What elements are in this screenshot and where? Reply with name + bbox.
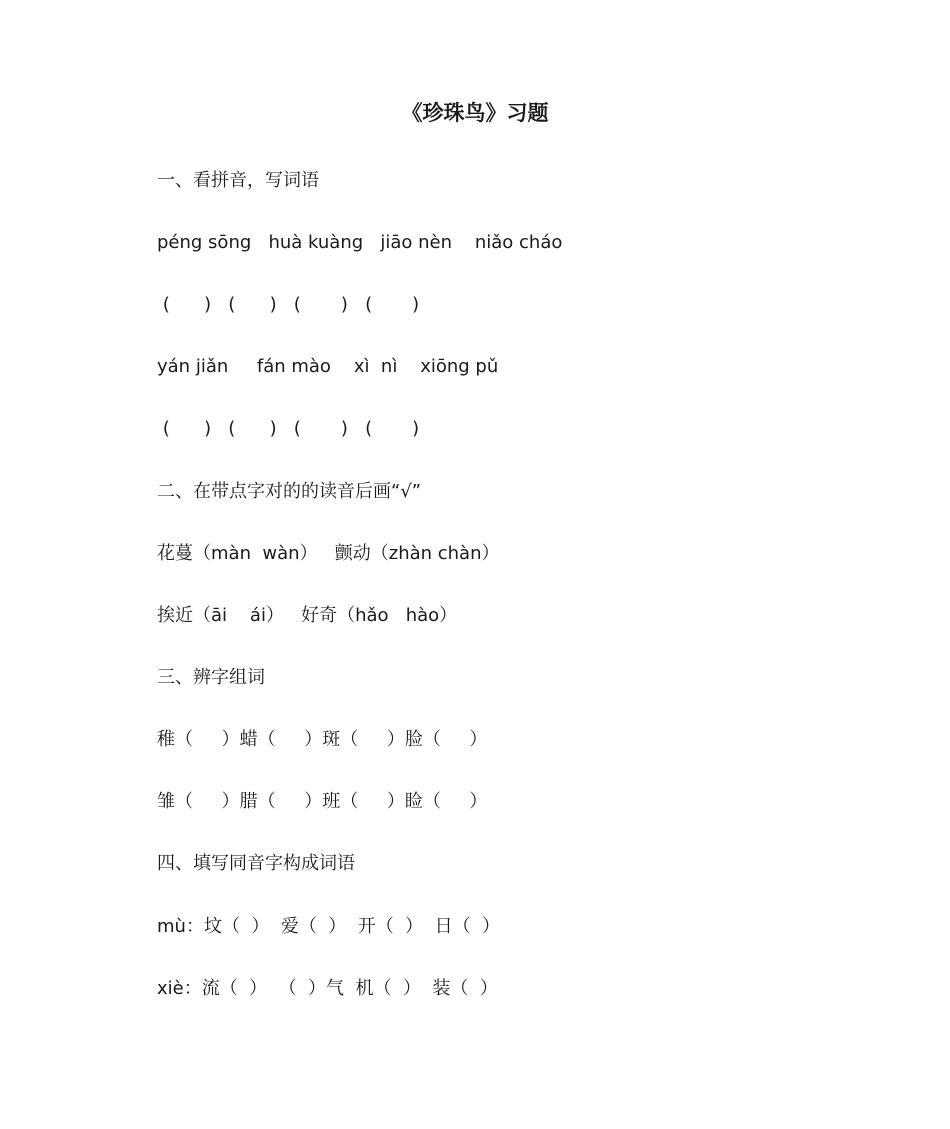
pinyin-row-1: péng sōng huà kuàng jiāo nèn niǎo cháo: [157, 232, 563, 253]
page-title: 《珍珠鸟》习题: [401, 101, 549, 125]
homophone-row-mu: mù：坟（ ） 爱（ ） 开（ ） 日（ ）: [157, 916, 501, 937]
word-group-row-2: 雏（ ）腊（ ）班（ ）睑（ ）: [157, 791, 488, 812]
pronunciation-row-1: 花蔓（màn wàn） 颤动（zhàn chàn）: [157, 543, 500, 564]
section-2-heading: 二、在带点字对的的读音后画“√”: [157, 481, 422, 502]
pronunciation-row-2: 挨近（āi ái） 好奇（hǎo hào）: [157, 605, 458, 626]
word-group-row-1: 稚（ ）蜡（ ）斑（ ）脸（ ）: [157, 729, 488, 750]
answer-blanks-row-2: ( ) ( ) ( ) ( ): [157, 418, 420, 439]
pinyin-row-2: yán jiǎn fán mào xì nì xiōng pǔ: [157, 356, 499, 377]
section-1-heading: 一、看拼音，写词语: [157, 170, 319, 191]
answer-blanks-row-1: ( ) ( ) ( ) ( ): [157, 294, 420, 315]
homophone-row-xie: xiè：流（ ） （ ）气 机（ ） 装（ ）: [157, 978, 498, 999]
section-3-heading: 三、辨字组词: [157, 667, 265, 688]
section-4-heading: 四、填写同音字构成词语: [157, 853, 355, 874]
